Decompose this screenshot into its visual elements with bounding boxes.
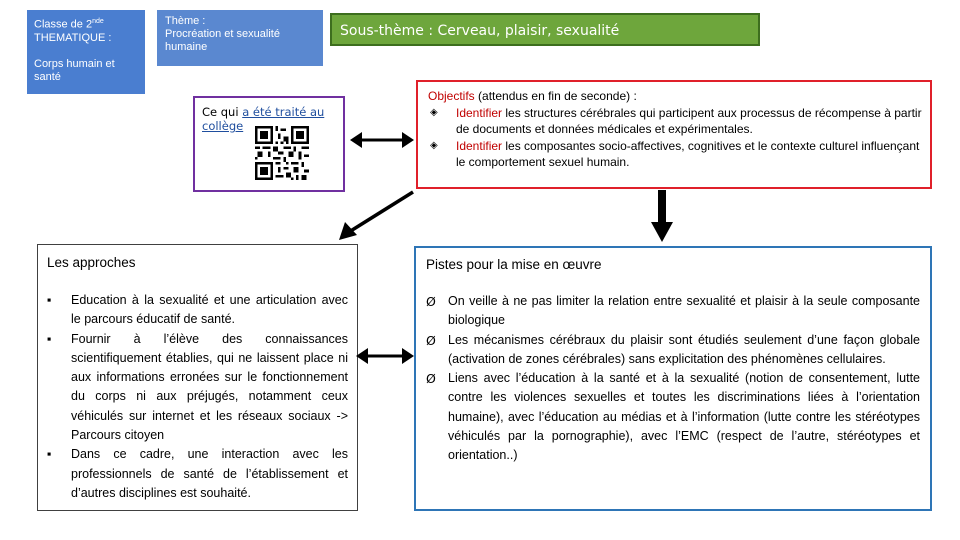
objectives-title <box>428 88 922 105</box>
diagonal-arrow-icon <box>335 190 415 242</box>
objectives-list <box>428 105 922 171</box>
approach-item <box>47 291 348 330</box>
qr-code-icon[interactable] <box>255 126 309 180</box>
approaches-title: Les approches <box>47 255 136 270</box>
approach-item <box>47 445 348 503</box>
objective-item <box>428 138 922 171</box>
objectives-title-accent: Objectifs <box>428 89 475 103</box>
arrow-bullet-icon: Ø <box>426 371 436 387</box>
double-arrow-icon <box>356 344 414 368</box>
pistes-title: Pistes pour la mise en œuvre <box>426 257 602 272</box>
college-box <box>193 96 345 192</box>
college-link[interactable]: a été traité au collège <box>202 105 325 133</box>
square-bullet-icon: ▪ <box>47 331 52 346</box>
square-bullet-icon: ▪ <box>47 293 52 307</box>
approach-text: Fournir à l’élève des connaissances scientifiquement établies, qui ne laissent place ni aux informations erronées sur le fonctionnement du corps ni aux préjugés, notamment ceux véhiculés sur internet et les réseaux sociaux -> Parcours citoyen <box>71 331 348 443</box>
approach-item <box>47 330 348 446</box>
objective-item <box>428 105 922 138</box>
piste-text: On veille à ne pas limiter la relation entre sexualité et plaisir à la seule composante biologique <box>448 294 920 328</box>
square-bullet-icon: ▪ <box>47 447 52 462</box>
objectives-title-rest: (attendus en fin de seconde) : <box>474 89 637 103</box>
down-arrow-icon <box>651 190 673 242</box>
objective-verb: Identifier <box>456 138 503 153</box>
objective-marker-icon: ◈ <box>430 139 438 151</box>
objective-marker-icon: ◈ <box>430 106 438 118</box>
subtheme-title: Sous-thème : Cerveau, plaisir, sexualité <box>340 23 620 39</box>
theme-line1: Thème : <box>165 15 206 27</box>
piste-text: Les mécanismes cérébraux du plaisir sont étudiés seulement d’une façon globale (activation de zones cérébrales) sans explicitation des phénomènes cellulaires. <box>448 332 920 366</box>
class-box <box>27 10 145 94</box>
approaches-box <box>37 244 358 511</box>
arrow-bullet-icon: Ø <box>426 294 436 309</box>
class-line1: Classe de 2nde <box>34 18 104 31</box>
pistes-list <box>426 292 920 466</box>
class-line3: Corps humain et santé <box>34 57 115 83</box>
approach-text: Education à la sexualité et une articulation avec le parcours éducatif de santé. <box>71 293 348 327</box>
pistes-box <box>414 246 932 511</box>
objective-verb: Identifier <box>456 105 503 120</box>
college-prefix: Ce qui <box>202 105 243 119</box>
piste-item <box>426 331 920 370</box>
subtheme-box <box>330 13 760 46</box>
double-arrow-icon <box>350 128 414 152</box>
theme-box <box>157 10 323 66</box>
piste-text: Liens avec l’éducation à la santé et à la sexualité (notion de consentement, lutte contre les violences sexuelles et toutes les discriminations liées à l’orientation humaine), avec l’éducation au médias et à l’information (lutte contre les stéréotypes véhiculés par la pornographie), avec l’EMC (respect de l’autre, stéréotypes et orientation..) <box>448 371 920 463</box>
approaches-list <box>47 291 348 503</box>
piste-item <box>426 292 920 331</box>
arrow-bullet-icon: Ø <box>426 332 436 348</box>
approach-text: Dans ce cadre, une interaction avec les professionnels de santé de l’établissement et d’autres disciplines est souhaité. <box>71 447 348 500</box>
objectives-box <box>416 80 932 189</box>
objective-text: les composantes socio-affectives, cognitives et le contexte culturel influençant le comportement sexuel humain. <box>456 138 920 169</box>
theme-line2: Procréation et sexualité humaine <box>165 28 280 53</box>
piste-item <box>426 369 920 465</box>
objective-text: les structures cérébrales qui participent aux processus de récompense à partir de documents et données médicales et expérimentales. <box>456 105 922 136</box>
class-line2: THEMATIQUE : <box>34 31 112 44</box>
